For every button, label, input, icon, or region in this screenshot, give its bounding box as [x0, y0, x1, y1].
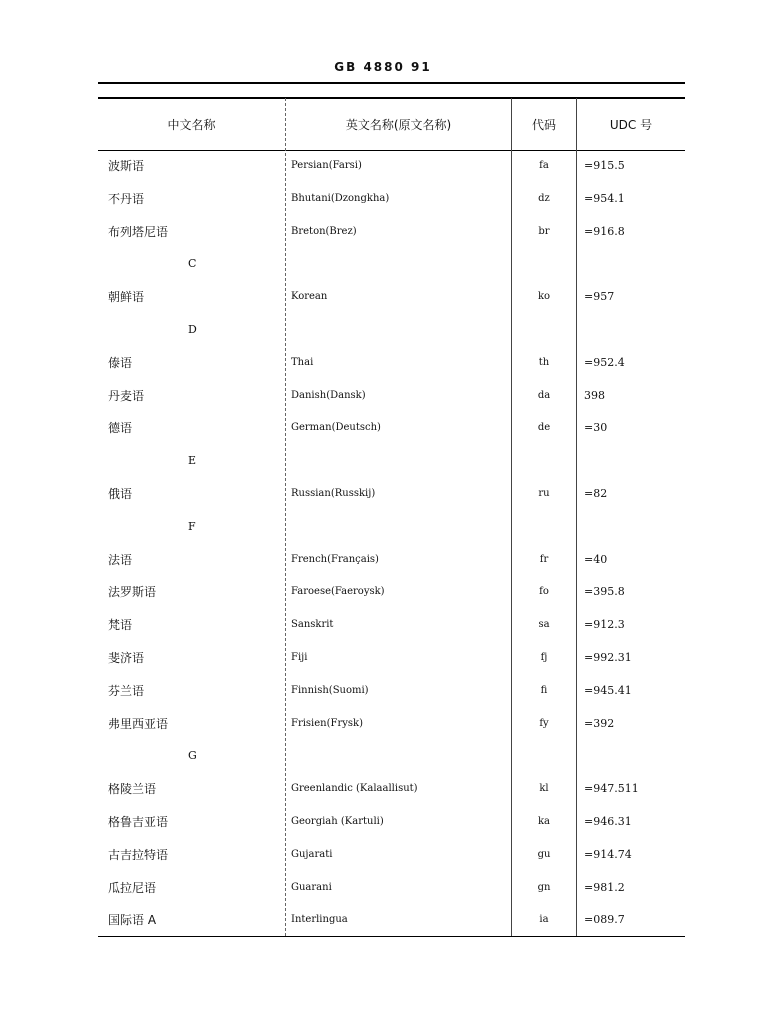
page-header: GB 4880 91: [334, 60, 432, 74]
udc-number: =947.511: [584, 782, 639, 795]
section-letter: C: [188, 257, 197, 270]
udc-number: 398: [584, 389, 605, 402]
language-code: fi: [540, 685, 548, 696]
language-chinese-name: 国际语 A: [108, 913, 157, 927]
table-top-rule: [98, 97, 685, 99]
udc-number: =914.74: [584, 848, 632, 861]
language-chinese-name: 丹麦语: [108, 389, 145, 403]
language-chinese-name: 不丹语: [108, 192, 145, 206]
language-chinese-name: 朝鲜语: [108, 290, 145, 304]
section-letter: D: [188, 323, 197, 336]
udc-number: =912.3: [584, 618, 625, 631]
language-chinese-name: 格陵兰语: [108, 782, 157, 796]
language-chinese-name: 德语: [108, 421, 133, 435]
language-chinese-name: 法语: [108, 553, 133, 567]
language-code: gn: [537, 882, 551, 893]
language-english-name: Fiji: [291, 652, 308, 663]
udc-number: =915.5: [584, 159, 625, 172]
language-english-name: Faroese(Faeroysk): [291, 586, 385, 597]
udc-number: =089.7: [584, 913, 625, 926]
language-english-name: Sanskrit: [291, 619, 334, 630]
language-code: ru: [538, 488, 550, 499]
column-header-code: 代码: [531, 118, 556, 132]
column-header-chinese: 中文名称: [167, 118, 216, 132]
section-letter: G: [188, 749, 197, 762]
language-chinese-name: 格鲁吉亚语: [108, 815, 169, 829]
language-chinese-name: 瓜拉尼语: [108, 881, 157, 895]
udc-number: =952.4: [584, 356, 625, 369]
column-divider-1: [285, 98, 286, 936]
language-code: fj: [540, 652, 548, 663]
language-english-name: French(Français): [291, 554, 379, 565]
udc-number: =954.1: [584, 192, 625, 205]
language-code: th: [538, 357, 550, 368]
column-divider-3: [576, 98, 577, 936]
table-header-rule: [98, 150, 685, 151]
language-code: br: [538, 226, 550, 237]
language-english-name: Finnish(Suomi): [291, 685, 369, 696]
language-code: fy: [539, 718, 549, 729]
language-code: kl: [539, 783, 549, 794]
udc-number: =916.8: [584, 225, 625, 238]
language-code: ka: [537, 816, 551, 827]
language-chinese-name: 古吉拉特语: [108, 848, 169, 862]
language-code: fa: [539, 160, 549, 171]
language-english-name: Guarani: [291, 882, 332, 893]
language-english-name: Interlingua: [291, 914, 348, 925]
language-chinese-name: 芬兰语: [108, 684, 145, 698]
language-code: gu: [537, 849, 551, 860]
udc-number: =82: [584, 487, 608, 500]
language-code: ia: [539, 914, 549, 925]
udc-number: =992.31: [584, 651, 632, 664]
language-code: da: [537, 390, 551, 401]
language-chinese-name: 波斯语: [108, 159, 145, 173]
language-code: ko: [537, 291, 551, 302]
language-english-name: Persian(Farsi): [291, 160, 362, 171]
language-chinese-name: 斐济语: [108, 651, 145, 665]
language-english-name: Bhutani(Dzongkha): [291, 193, 390, 204]
header-rule: [98, 82, 685, 84]
language-chinese-name: 弗里西亚语: [108, 717, 169, 731]
section-letter: F: [188, 520, 196, 533]
language-chinese-name: 法罗斯语: [108, 585, 157, 599]
language-chinese-name: 傣语: [108, 356, 133, 370]
language-english-name: Danish(Dansk): [291, 390, 366, 401]
udc-number: =40: [584, 553, 608, 566]
udc-number: =945.41: [584, 684, 632, 697]
language-code: de: [537, 422, 551, 433]
language-english-name: Breton(Brez): [291, 226, 357, 237]
udc-number: =392: [584, 717, 615, 730]
language-english-name: German(Deutsch): [291, 422, 381, 433]
language-code: fr: [539, 554, 549, 565]
udc-number: =957: [584, 290, 615, 303]
language-chinese-name: 俄语: [108, 487, 133, 501]
udc-number: =395.8: [584, 585, 625, 598]
language-english-name: Georgiah (Kartuli): [291, 816, 384, 827]
language-english-name: Korean: [291, 291, 328, 302]
section-letter: E: [188, 454, 197, 467]
language-english-name: Greenlandic (Kalaallisut): [291, 783, 418, 794]
language-code: dz: [538, 193, 550, 204]
udc-number: =946.31: [584, 815, 632, 828]
table-bottom-rule: [98, 936, 685, 937]
language-english-name: Gujarati: [291, 849, 333, 860]
udc-number: =981.2: [584, 881, 625, 894]
language-english-name: Thai: [291, 357, 314, 368]
language-code: fo: [539, 586, 549, 597]
language-english-name: Frisien(Frysk): [291, 718, 363, 729]
language-code: sa: [538, 619, 550, 630]
language-chinese-name: 梵语: [108, 618, 133, 632]
udc-number: =30: [584, 421, 608, 434]
column-header-english: 英文名称(原文名称): [345, 118, 452, 132]
column-divider-2: [511, 98, 512, 936]
column-header-udc: UDC 号: [609, 118, 653, 132]
language-english-name: Russian(Russkij): [291, 488, 376, 499]
language-chinese-name: 布列塔尼语: [108, 225, 169, 239]
